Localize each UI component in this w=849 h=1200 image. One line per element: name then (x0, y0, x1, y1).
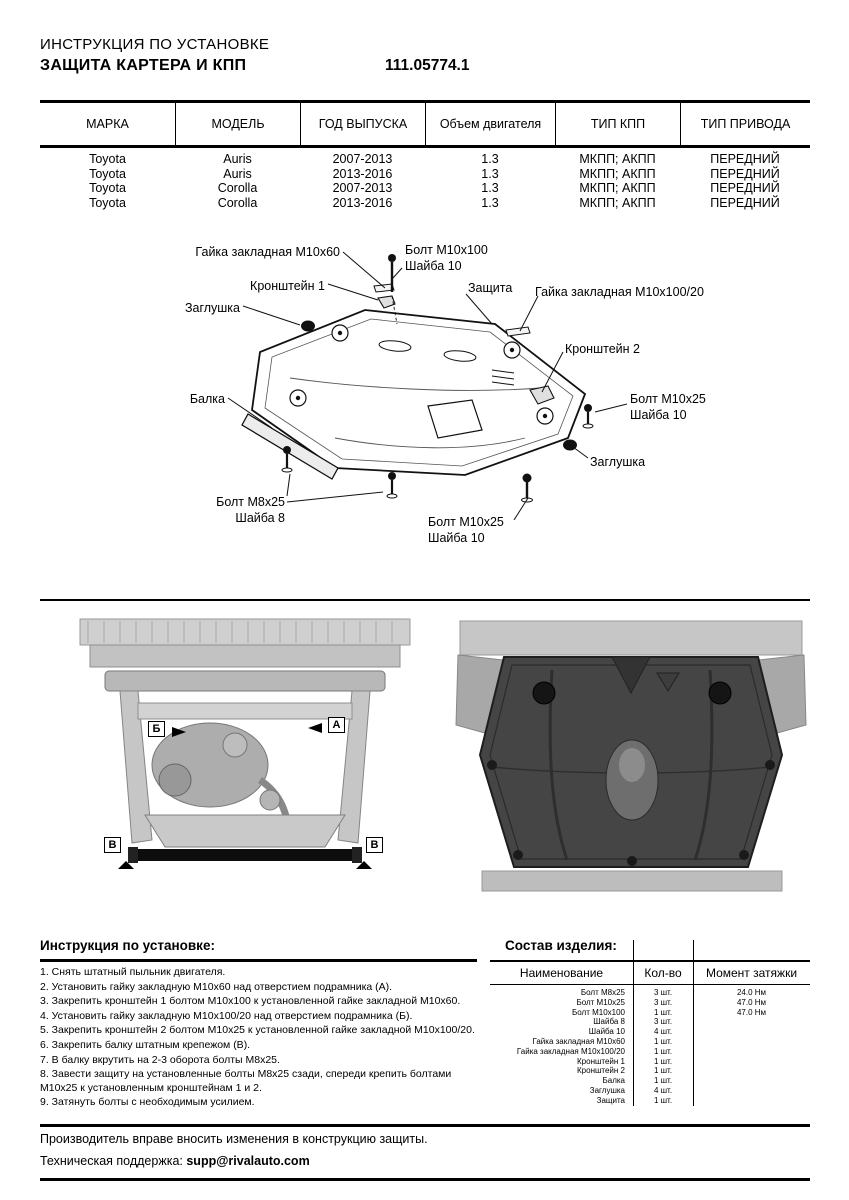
footer-support (40, 1154, 310, 1168)
parts-cell (693, 1027, 810, 1037)
fitment-col-header: ТИП ПРИВОДА (680, 103, 810, 145)
fitment-cell: ПЕРЕДНИЙ (710, 195, 780, 210)
parts-col-header: Момент затяжки (705, 966, 798, 980)
callout-plug-left: Заглушка (184, 301, 240, 315)
callout-nut-m10x60: Гайка закладная М10х60 (195, 245, 340, 259)
table-row (490, 1086, 810, 1096)
support-email: supp@rivalauto.com (186, 1154, 310, 1168)
parts-col-header: Кол-во (644, 966, 682, 980)
callout-line: Болт М10х100 (405, 243, 488, 257)
parts-cell: Шайба 10 (588, 1027, 625, 1037)
footer-disclaimer: Производитель вправе вносить изменения в конструкцию защиты. (40, 1132, 428, 1146)
underbody-drawing-right (452, 615, 810, 907)
footer-support-label: Техническая поддержка: (40, 1154, 183, 1168)
parts-cell: 47.0 Нм (736, 1007, 767, 1017)
parts-cell: 1 шт. (653, 1036, 673, 1046)
parts-cell: Гайка закладная М10х60 (532, 1036, 625, 1046)
parts-col-header: Наименование (519, 966, 604, 980)
table-row (40, 152, 810, 167)
instruction-step: 5. Закрепить кронштейн 2 болтом М10х25 к установленной гайке закладной М10х100/20. (40, 1024, 475, 1037)
fitment-col-header: Объем двигателя (425, 103, 555, 145)
marker-a: А (328, 717, 345, 733)
instruction-step: 4. Установить гайку закладную М10х100/20 над отверстием подрамника (Б). (40, 1009, 413, 1022)
instruction-step: 3. Закрепить кронштейн 1 болтом М10х100 к установленной гайке закладной М10х60. (40, 995, 461, 1008)
callout-bracket1: Кронштейн 1 (250, 279, 325, 293)
parts-table-body (490, 985, 810, 1106)
fitment-col-header: ТИП КПП (555, 103, 680, 145)
callout-line: Шайба 10 (428, 531, 485, 545)
table-row (490, 1027, 810, 1037)
footer-rule-top (40, 1124, 810, 1127)
callout-beam: Балка (189, 392, 225, 406)
table-row (40, 167, 810, 182)
callout-plug-right: Заглушка (590, 455, 646, 469)
parts-cell: Кронштейн 1 (577, 1056, 625, 1066)
table-row (490, 1076, 810, 1086)
parts-cell: 1 шт. (653, 1076, 673, 1086)
instructions-rule (40, 959, 477, 962)
part-number: 111.05774.1 (385, 57, 470, 74)
fitment-cell: 2013-2016 (332, 166, 393, 181)
fitment-col-header: МОДЕЛЬ (175, 103, 300, 145)
callout-shield: Защита (468, 281, 513, 295)
parts-cell (693, 1017, 810, 1027)
callout-line: Шайба 10 (630, 408, 687, 422)
callout-nut-m10x100-20: Гайка закладная М10х100/20 (535, 285, 704, 299)
underbody-drawing-left (60, 615, 430, 907)
parts-cell: Балка (602, 1076, 625, 1086)
instruction-step: 7. В балку вкрутить на 2-3 оборота болты М8х25. (40, 1053, 280, 1066)
fitment-col-header: ГОД ВЫПУСКА (300, 103, 425, 145)
underbody-photo-right (452, 615, 810, 907)
fitment-cell: Toyota (89, 166, 126, 181)
parts-cell: Заглушка (589, 1085, 625, 1095)
parts-cell (693, 1066, 810, 1076)
instructions-title: Инструкция по установке: (40, 938, 215, 953)
fitment-table-header (40, 100, 810, 148)
table-row (40, 181, 810, 196)
parts-cell: Болт М10х100 (572, 1007, 625, 1017)
parts-cell: 3 шт. (653, 988, 673, 997)
fitment-cell: 1.3 (481, 166, 499, 181)
callout-line: Шайба 10 (405, 259, 462, 273)
parts-table-vline (693, 940, 694, 1106)
fitment-cell: Auris (223, 152, 252, 166)
parts-cell: 3 шт. (653, 997, 673, 1007)
callout-line: Болт М10х25 (428, 515, 504, 529)
table-row (490, 988, 810, 998)
marker-v-left: В (104, 837, 121, 853)
parts-table-header (490, 960, 810, 985)
parts-cell: Гайка закладная М10х100/20 (516, 1046, 625, 1056)
parts-table (490, 960, 810, 1106)
exploded-diagram (40, 238, 810, 558)
marker-b: Б (148, 721, 165, 737)
callout-bolt-m10x25-right (630, 391, 706, 423)
fitment-cell: Toyota (89, 181, 126, 196)
parts-cell (693, 1096, 810, 1106)
parts-cell (693, 1037, 810, 1047)
table-row (490, 1066, 810, 1076)
doc-title-line2: ЗАЩИТА КАРТЕРА И КПП (40, 57, 247, 74)
parts-table-vline (633, 940, 634, 1106)
parts-cell: 4 шт. (653, 1085, 673, 1095)
parts-cell (693, 1057, 810, 1067)
parts-cell: 24.0 Нм (736, 988, 767, 997)
fitment-cell: Toyota (89, 195, 126, 210)
fitment-cell: 2007-2013 (332, 181, 393, 196)
parts-cell: 4 шт. (653, 1027, 673, 1037)
instruction-step: 2. Установить гайку закладную М10х60 над отверстием подрамника (А). (40, 980, 393, 993)
fitment-cell: 1.3 (481, 181, 499, 196)
instruction-step: 9. Затянуть болты с необходимым усилием. (40, 1096, 255, 1109)
fitment-table-body (40, 148, 810, 210)
parts-cell (693, 1086, 810, 1096)
table-row (40, 196, 810, 211)
callout-line: Шайба 8 (235, 511, 285, 525)
instruction-step: 1. Снять штатный пыльник двигателя. (40, 966, 226, 978)
callout-line: Болт М10х25 (630, 392, 706, 406)
parts-cell: 1 шт. (653, 1095, 673, 1105)
parts-title: Состав изделия: (505, 938, 617, 953)
fitment-cell: Corolla (217, 181, 258, 196)
fitment-cell: ПЕРЕДНИЙ (710, 181, 780, 196)
table-row (490, 1096, 810, 1106)
fitment-cell: Toyota (89, 152, 126, 166)
parts-cell: Шайба 8 (593, 1017, 625, 1027)
fitment-cell: МКПП; АКПП (579, 181, 656, 196)
callout-line: Болт М8х25 (216, 495, 285, 509)
callout-bolt-m10x25-bottom (428, 514, 504, 546)
fitment-cell: ПЕРЕДНИЙ (710, 166, 780, 181)
parts-cell: 1 шт. (653, 1007, 673, 1017)
callout-bolt-m10x100 (405, 242, 488, 274)
fitment-cell: 2013-2016 (332, 195, 393, 210)
parts-cell: 47.0 Нм (736, 997, 767, 1007)
table-row (490, 1008, 810, 1018)
marker-v-right: В (366, 837, 383, 853)
fitment-cell: МКПП; АКПП (579, 195, 656, 210)
parts-cell: 3 шт. (653, 1017, 673, 1027)
fitment-table (40, 100, 810, 210)
fitment-cell: 1.3 (481, 152, 499, 166)
table-row (490, 1017, 810, 1027)
table-row (490, 998, 810, 1008)
table-row (490, 1047, 810, 1057)
parts-cell: Болт М8х25 (580, 988, 625, 997)
fitment-cell: Auris (223, 166, 252, 181)
fitment-cell: Corolla (217, 195, 258, 210)
parts-cell: 1 шт. (653, 1056, 673, 1066)
callout-bolt-m8x25 (216, 494, 285, 526)
parts-cell: Болт М10х25 (576, 997, 625, 1007)
table-row (490, 1037, 810, 1047)
parts-cell (693, 1047, 810, 1057)
fitment-cell: МКПП; АКПП (579, 152, 656, 166)
instruction-steps (40, 966, 477, 1111)
footer-rule-bottom (40, 1178, 810, 1181)
fitment-cell: 2007-2013 (332, 152, 393, 166)
fitment-cell: ПЕРЕДНИЙ (710, 152, 780, 166)
underbody-photo-left (60, 615, 430, 907)
parts-cell: 1 шт. (653, 1066, 673, 1076)
fitment-cell: МКПП; АКПП (579, 166, 656, 181)
doc-title-line1: ИНСТРУКЦИЯ ПО УСТАНОВКЕ (40, 36, 270, 53)
fitment-cell: 1.3 (481, 195, 499, 210)
parts-cell: Кронштейн 2 (577, 1066, 625, 1076)
parts-cell (693, 1076, 810, 1086)
fitment-col-header: МАРКА (86, 117, 129, 131)
callout-bracket2: Кронштейн 2 (565, 342, 640, 356)
table-row (490, 1057, 810, 1067)
instruction-step: 8. Завести защиту на установленные болты М8х25 сзади, спереди крепить болтами М10х25 к установленным кронштейнам 1 и 2. (40, 1068, 452, 1094)
instruction-step: 6. Закрепить балку штатным крепежом (В). (40, 1038, 251, 1051)
parts-cell: Защита (596, 1095, 625, 1105)
parts-cell: 1 шт. (653, 1046, 673, 1056)
section-divider (40, 599, 810, 601)
